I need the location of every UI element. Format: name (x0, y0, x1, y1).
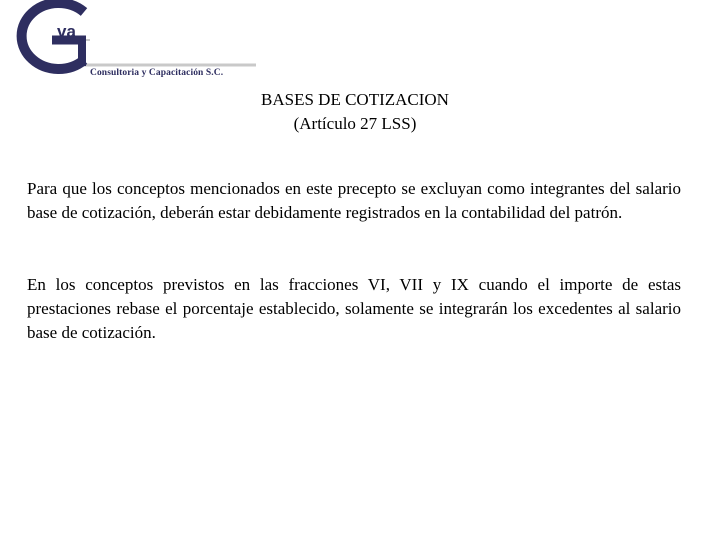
logo-company-name: Consultoria y Capacitación S.C. (90, 68, 224, 78)
company-logo (0, 0, 262, 84)
document-title: BASES DE COTIZACION (261, 90, 449, 109)
paragraph-2: En los conceptos previstos en las fracciones VI, VII y IX cuando el importe de estas prestaciones rebase el porcentaje establecido, solamente se integrarán los excedentes al salario base de cotización. (27, 275, 681, 342)
document-subtitle: (Artículo 27 LSS) (293, 114, 417, 133)
logo-letters: va (57, 22, 76, 41)
paragraph-1: Para que los conceptos mencionados en este precepto se excluyan como integrantes del salario base de cotización, deberán estar debidamente registrados en la contabilidad del patrón. (27, 179, 681, 222)
